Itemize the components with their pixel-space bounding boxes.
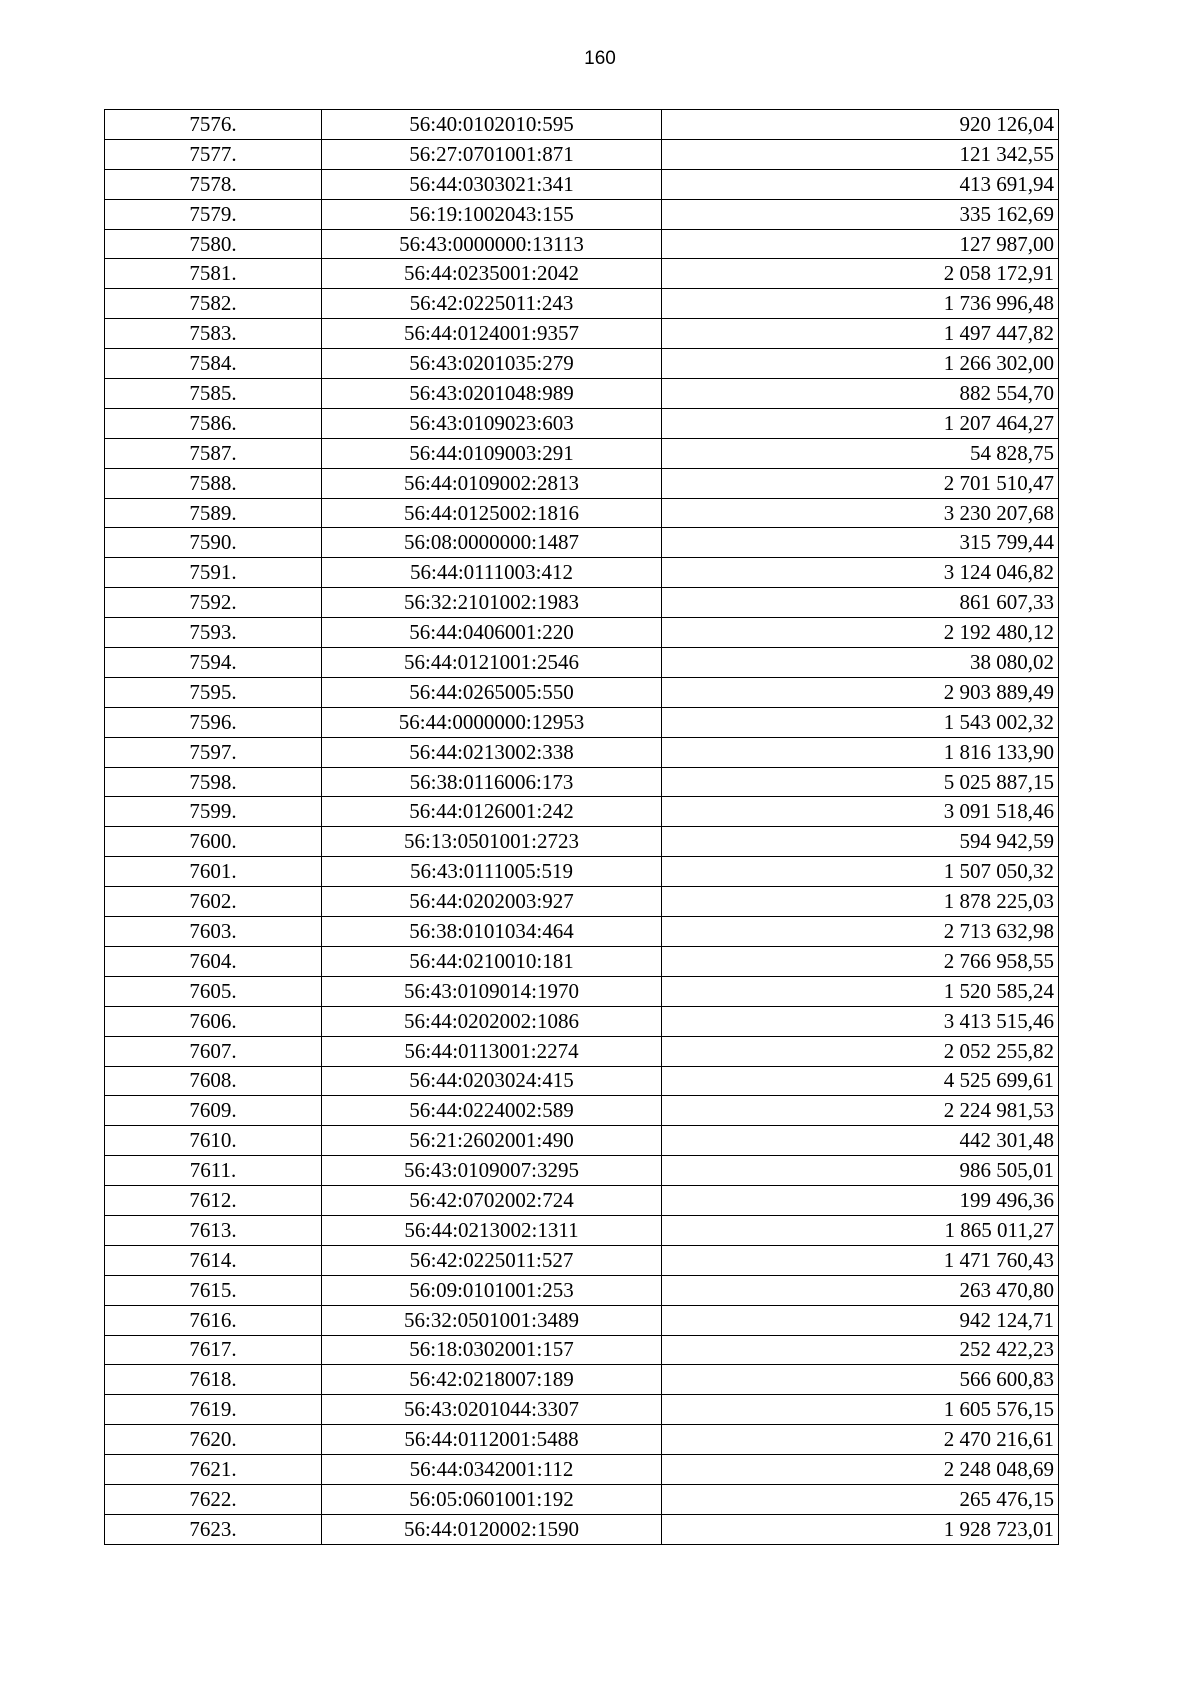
- row-number-cell: 7586.: [105, 408, 322, 438]
- row-number-cell: 7618.: [105, 1365, 322, 1395]
- value-cell: 942 124,71: [662, 1305, 1059, 1335]
- table-row: [105, 1455, 1059, 1485]
- row-number-cell: 7609.: [105, 1096, 322, 1126]
- row-number-cell: 7606.: [105, 1006, 322, 1036]
- value-cell: 1 736 996,48: [662, 289, 1059, 319]
- value-cell: 2 058 172,91: [662, 259, 1059, 289]
- row-number-cell: 7598.: [105, 767, 322, 797]
- table-row: [105, 1066, 1059, 1096]
- row-number-cell: 7600.: [105, 827, 322, 857]
- cadastral-number-cell: 56:18:0302001:157: [322, 1335, 662, 1365]
- cadastral-number-cell: 56:05:0601001:192: [322, 1484, 662, 1514]
- table-row: [105, 1305, 1059, 1335]
- table-row: [105, 1036, 1059, 1066]
- value-cell: 315 799,44: [662, 528, 1059, 558]
- value-cell: 2 766 958,55: [662, 946, 1059, 976]
- table-row: [105, 498, 1059, 528]
- cadastral-number-cell: 56:44:0265005:550: [322, 677, 662, 707]
- row-number-cell: 7588.: [105, 468, 322, 498]
- table-row: [105, 648, 1059, 678]
- cadastral-number-cell: 56:42:0225011:243: [322, 289, 662, 319]
- table-row: [105, 1335, 1059, 1365]
- value-cell: 566 600,83: [662, 1365, 1059, 1395]
- table-row: [105, 767, 1059, 797]
- cadastral-number-cell: 56:44:0235001:2042: [322, 259, 662, 289]
- cadastral-number-cell: 56:43:0109014:1970: [322, 976, 662, 1006]
- cadastral-number-cell: 56:44:0303021:341: [322, 169, 662, 199]
- value-cell: 1 543 002,32: [662, 707, 1059, 737]
- value-cell: 2 192 480,12: [662, 618, 1059, 648]
- cadastral-number-cell: 56:42:0225011:527: [322, 1245, 662, 1275]
- table-row: [105, 1186, 1059, 1216]
- value-cell: 199 496,36: [662, 1186, 1059, 1216]
- value-cell: 594 942,59: [662, 827, 1059, 857]
- value-cell: 1 497 447,82: [662, 319, 1059, 349]
- table-row: [105, 797, 1059, 827]
- row-number-cell: 7590.: [105, 528, 322, 558]
- cadastral-number-cell: 56:38:0116006:173: [322, 767, 662, 797]
- row-number-cell: 7578.: [105, 169, 322, 199]
- table-row: [105, 588, 1059, 618]
- value-cell: 2 903 889,49: [662, 677, 1059, 707]
- table-row: [105, 349, 1059, 379]
- cadastral-number-cell: 56:43:0201044:3307: [322, 1395, 662, 1425]
- value-cell: 2 470 216,61: [662, 1425, 1059, 1455]
- value-cell: 1 928 723,01: [662, 1514, 1059, 1544]
- table-row: [105, 259, 1059, 289]
- value-cell: 1 207 464,27: [662, 408, 1059, 438]
- row-number-cell: 7613.: [105, 1215, 322, 1245]
- row-number-cell: 7608.: [105, 1066, 322, 1096]
- value-cell: 1 471 760,43: [662, 1245, 1059, 1275]
- table-row: [105, 827, 1059, 857]
- cadastral-number-cell: 56:19:1002043:155: [322, 199, 662, 229]
- cadastral-number-cell: 56:44:0109003:291: [322, 438, 662, 468]
- row-number-cell: 7583.: [105, 319, 322, 349]
- cadastral-number-cell: 56:13:0501001:2723: [322, 827, 662, 857]
- table-row: [105, 1215, 1059, 1245]
- table-row: [105, 289, 1059, 319]
- cadastral-number-cell: 56:44:0342001:112: [322, 1455, 662, 1485]
- cadastral-number-cell: 56:43:0000000:13113: [322, 229, 662, 259]
- value-cell: 2 052 255,82: [662, 1036, 1059, 1066]
- table-row: [105, 677, 1059, 707]
- value-cell: 3 091 518,46: [662, 797, 1059, 827]
- row-number-cell: 7622.: [105, 1484, 322, 1514]
- table-row: [105, 737, 1059, 767]
- row-number-cell: 7577.: [105, 139, 322, 169]
- row-number-cell: 7612.: [105, 1186, 322, 1216]
- row-number-cell: 7601.: [105, 857, 322, 887]
- table-row: [105, 558, 1059, 588]
- value-cell: 121 342,55: [662, 139, 1059, 169]
- table-row: [105, 408, 1059, 438]
- row-number-cell: 7614.: [105, 1245, 322, 1275]
- value-cell: 861 607,33: [662, 588, 1059, 618]
- value-cell: 265 476,15: [662, 1484, 1059, 1514]
- row-number-cell: 7604.: [105, 946, 322, 976]
- row-number-cell: 7605.: [105, 976, 322, 1006]
- row-number-cell: 7591.: [105, 558, 322, 588]
- cadastral-number-cell: 56:09:0101001:253: [322, 1275, 662, 1305]
- row-number-cell: 7581.: [105, 259, 322, 289]
- value-cell: 1 816 133,90: [662, 737, 1059, 767]
- value-cell: 442 301,48: [662, 1126, 1059, 1156]
- cadastral-number-cell: 56:44:0202003:927: [322, 887, 662, 917]
- cadastral-number-cell: 56:44:0126001:242: [322, 797, 662, 827]
- row-number-cell: 7610.: [105, 1126, 322, 1156]
- table-row: [105, 528, 1059, 558]
- value-cell: 882 554,70: [662, 379, 1059, 409]
- row-number-cell: 7619.: [105, 1395, 322, 1425]
- value-cell: 38 080,02: [662, 648, 1059, 678]
- value-cell: 1 266 302,00: [662, 349, 1059, 379]
- value-cell: 1 878 225,03: [662, 887, 1059, 917]
- cadastral-number-cell: 56:44:0203024:415: [322, 1066, 662, 1096]
- value-cell: 1 507 050,32: [662, 857, 1059, 887]
- table-row: [105, 618, 1059, 648]
- row-number-cell: 7592.: [105, 588, 322, 618]
- table-row: [105, 199, 1059, 229]
- value-cell: 127 987,00: [662, 229, 1059, 259]
- cadastral-number-cell: 56:43:0109023:603: [322, 408, 662, 438]
- table-row: [105, 887, 1059, 917]
- table-row: [105, 976, 1059, 1006]
- table-row: [105, 707, 1059, 737]
- table-row: [105, 139, 1059, 169]
- cadastral-number-cell: 56:44:0213002:1311: [322, 1215, 662, 1245]
- table-row: [105, 1395, 1059, 1425]
- table-row: [105, 1514, 1059, 1544]
- row-number-cell: 7589.: [105, 498, 322, 528]
- cadastral-number-cell: 56:44:0000000:12953: [322, 707, 662, 737]
- table-row: [105, 110, 1059, 140]
- row-number-cell: 7579.: [105, 199, 322, 229]
- row-number-cell: 7621.: [105, 1455, 322, 1485]
- cadastral-number-cell: 56:44:0224002:589: [322, 1096, 662, 1126]
- cadastral-number-cell: 56:32:2101002:1983: [322, 588, 662, 618]
- table-row: [105, 468, 1059, 498]
- value-cell: 252 422,23: [662, 1335, 1059, 1365]
- value-cell: 2 713 632,98: [662, 917, 1059, 947]
- cadastral-number-cell: 56:43:0111005:519: [322, 857, 662, 887]
- row-number-cell: 7623.: [105, 1514, 322, 1544]
- table-row: [105, 169, 1059, 199]
- cadastral-number-cell: 56:44:0120002:1590: [322, 1514, 662, 1544]
- cadastral-number-cell: 56:44:0113001:2274: [322, 1036, 662, 1066]
- row-number-cell: 7617.: [105, 1335, 322, 1365]
- value-cell: 1 865 011,27: [662, 1215, 1059, 1245]
- value-cell: 5 025 887,15: [662, 767, 1059, 797]
- cadastral-number-cell: 56:44:0121001:2546: [322, 648, 662, 678]
- table-row: [105, 1006, 1059, 1036]
- value-cell: 413 691,94: [662, 169, 1059, 199]
- table-row: [105, 1245, 1059, 1275]
- value-cell: 2 701 510,47: [662, 468, 1059, 498]
- row-number-cell: 7597.: [105, 737, 322, 767]
- value-cell: 1 605 576,15: [662, 1395, 1059, 1425]
- row-number-cell: 7594.: [105, 648, 322, 678]
- row-number-cell: 7582.: [105, 289, 322, 319]
- value-cell: 3 230 207,68: [662, 498, 1059, 528]
- row-number-cell: 7599.: [105, 797, 322, 827]
- table-row: [105, 379, 1059, 409]
- cadastral-number-cell: 56:42:0218007:189: [322, 1365, 662, 1395]
- table-row: [105, 319, 1059, 349]
- table-row: [105, 917, 1059, 947]
- value-cell: 920 126,04: [662, 110, 1059, 140]
- cadastral-number-cell: 56:21:2602001:490: [322, 1126, 662, 1156]
- cadastral-number-cell: 56:44:0210010:181: [322, 946, 662, 976]
- row-number-cell: 7607.: [105, 1036, 322, 1066]
- row-number-cell: 7580.: [105, 229, 322, 259]
- table-row: [105, 1275, 1059, 1305]
- value-cell: 2 224 981,53: [662, 1096, 1059, 1126]
- value-cell: 263 470,80: [662, 1275, 1059, 1305]
- cadastral-number-cell: 56:44:0125002:1816: [322, 498, 662, 528]
- registry-table-body: [105, 110, 1059, 1545]
- row-number-cell: 7602.: [105, 887, 322, 917]
- row-number-cell: 7603.: [105, 917, 322, 947]
- page-number: 160: [584, 48, 616, 69]
- value-cell: 986 505,01: [662, 1156, 1059, 1186]
- row-number-cell: 7576.: [105, 110, 322, 140]
- row-number-cell: 7585.: [105, 379, 322, 409]
- row-number-cell: 7595.: [105, 677, 322, 707]
- registry-table: [104, 109, 1059, 1545]
- row-number-cell: 7620.: [105, 1425, 322, 1455]
- cadastral-number-cell: 56:44:0124001:9357: [322, 319, 662, 349]
- row-number-cell: 7616.: [105, 1305, 322, 1335]
- cadastral-number-cell: 56:44:0202002:1086: [322, 1006, 662, 1036]
- cadastral-number-cell: 56:44:0109002:2813: [322, 468, 662, 498]
- table-row: [105, 857, 1059, 887]
- table-row: [105, 1096, 1059, 1126]
- cadastral-number-cell: 56:44:0213002:338: [322, 737, 662, 767]
- value-cell: 2 248 048,69: [662, 1455, 1059, 1485]
- row-number-cell: 7615.: [105, 1275, 322, 1305]
- row-number-cell: 7596.: [105, 707, 322, 737]
- table-row: [105, 229, 1059, 259]
- value-cell: 4 525 699,61: [662, 1066, 1059, 1096]
- cadastral-number-cell: 56:44:0406001:220: [322, 618, 662, 648]
- row-number-cell: 7593.: [105, 618, 322, 648]
- table-row: [105, 1365, 1059, 1395]
- cadastral-number-cell: 56:42:0702002:724: [322, 1186, 662, 1216]
- value-cell: 335 162,69: [662, 199, 1059, 229]
- value-cell: 1 520 585,24: [662, 976, 1059, 1006]
- cadastral-number-cell: 56:08:0000000:1487: [322, 528, 662, 558]
- table-row: [105, 1126, 1059, 1156]
- table-row: [105, 1156, 1059, 1186]
- value-cell: 54 828,75: [662, 438, 1059, 468]
- table-row: [105, 1484, 1059, 1514]
- table-row: [105, 1425, 1059, 1455]
- cadastral-number-cell: 56:44:0111003:412: [322, 558, 662, 588]
- value-cell: 3 413 515,46: [662, 1006, 1059, 1036]
- cadastral-number-cell: 56:38:0101034:464: [322, 917, 662, 947]
- table-row: [105, 946, 1059, 976]
- cadastral-number-cell: 56:43:0201048:989: [322, 379, 662, 409]
- row-number-cell: 7584.: [105, 349, 322, 379]
- cadastral-number-cell: 56:40:0102010:595: [322, 110, 662, 140]
- cadastral-number-cell: 56:27:0701001:871: [322, 139, 662, 169]
- cadastral-number-cell: 56:43:0109007:3295: [322, 1156, 662, 1186]
- row-number-cell: 7587.: [105, 438, 322, 468]
- cadastral-number-cell: 56:43:0201035:279: [322, 349, 662, 379]
- table-row: [105, 438, 1059, 468]
- row-number-cell: 7611.: [105, 1156, 322, 1186]
- cadastral-number-cell: 56:44:0112001:5488: [322, 1425, 662, 1455]
- value-cell: 3 124 046,82: [662, 558, 1059, 588]
- cadastral-number-cell: 56:32:0501001:3489: [322, 1305, 662, 1335]
